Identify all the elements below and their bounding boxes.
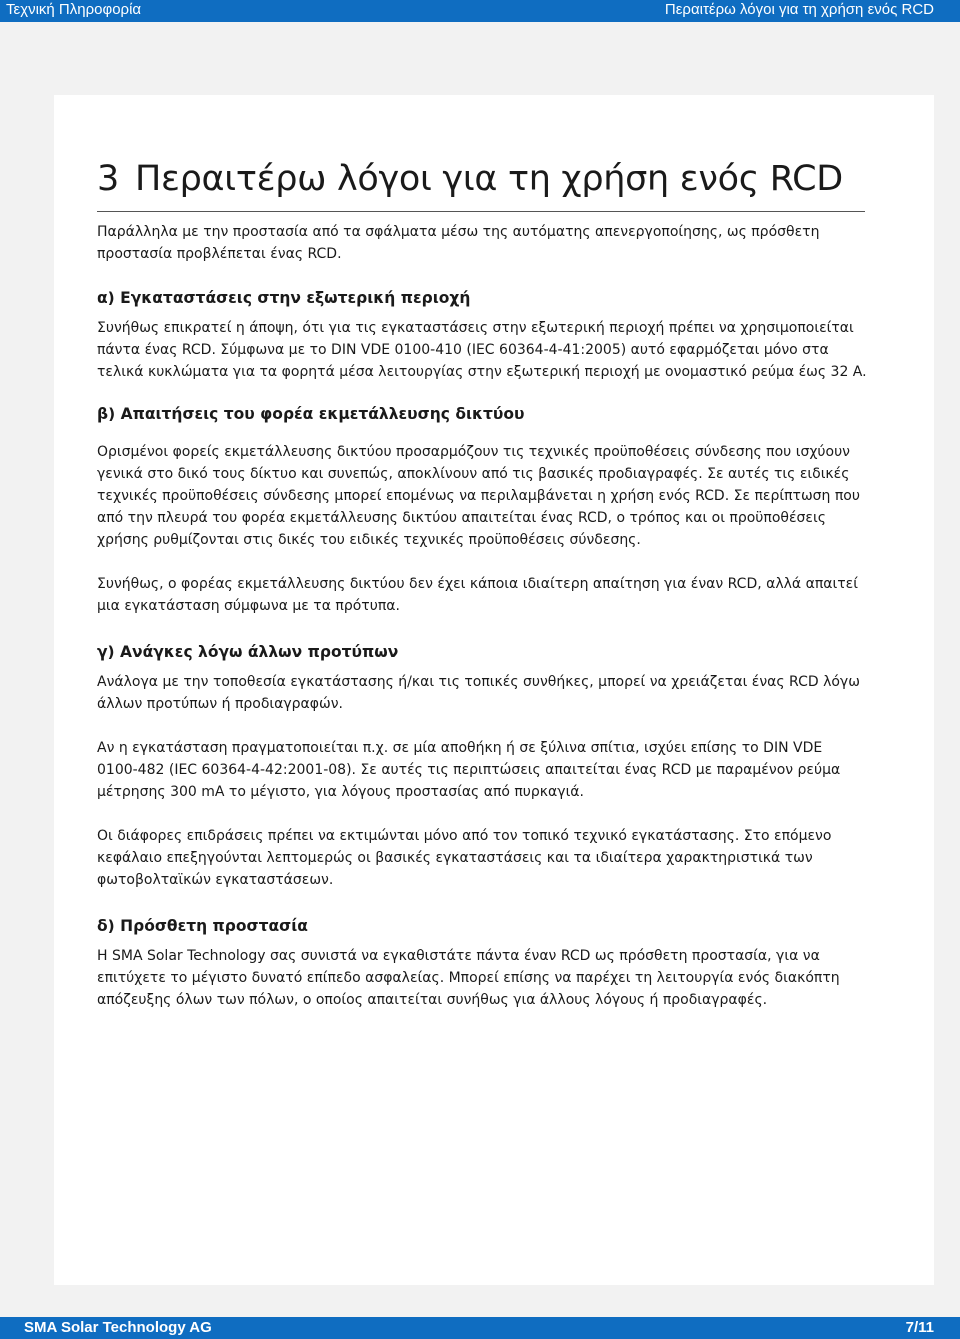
footer-company: SMA Solar Technology AG [24, 1319, 212, 1336]
header-document-type: Τεχνική Πληροφορία [6, 1, 142, 18]
section-heading-grid-operator: β) Απαιτήσεις του φορέα εκμετάλλευσης δικτύου [97, 405, 525, 423]
section-other-standards-paragraph-3: Οι διάφορες επιδράσεις πρέπει να εκτιμώνται μόνο από τον τοπικό τεχνικό εγκατάστασης. Στο επόμενο κεφάλαιο επεξηγούνται λεπτομερώς οι βασικές εγκαταστάσεις και τα ιδιαίτερα χαρακτηριστικά των φωτοβολταϊκών εγκαταστάσεων. [97, 828, 832, 888]
footer-bar [0, 1317, 960, 1339]
header-chapter-title: Περαιτέρω λόγοι για τη χρήση ενός RCD [664, 1, 934, 18]
intro-paragraph: Παράλληλα με την προστασία από τα σφάλματα μέσω της αυτόματης απενεργοποίησης, ως πρόσθετη προστασία προβλέπεται ένας RCD. [97, 224, 820, 262]
chapter-heading [97, 159, 919, 199]
heading-divider [97, 211, 865, 212]
section-heading-additional-protection: δ) Πρόσθετη προστασία [97, 917, 308, 935]
section-grid-operator-paragraph-1: Ορισμένοι φορείς εκμετάλλευσης δικτύου προσαρμόζουν τις τεχνικές προϋποθέσεις σύνδεσης που ισχύουν γενικά στο δικό τους δίκτυο και συνεπώς, αποκλίνουν από τις βασικές προδιαγραφές. Σε αυτές τις ειδικές τεχνικές προϋποθέσεις σύνδεσης μπορεί επομένως να περιλαμβάνεται η χρήση ενός RCD. Σε περίπτωση που από την πλευρά του φορέα εκμετάλλευσης δικτύου απαιτείται ένας RCD, ο τρόπος και οι προϋποθέσεις χρήσης ρυθμίζονται στις δικές του ειδικές τεχνικές προϋποθέσεις σύνδεσης. [97, 444, 860, 548]
section-additional-protection-paragraph: Η SMA Solar Technology σας συνιστά να εγκαθιστάτε πάντα έναν RCD ως πρόσθετη προστασία, για να επιτύχετε το μέγιστο δυνατό επίπεδο ασφαλείας. Μπορεί επίσης να παρέχει τη λειτουργία ενός διακόπτη απόζευξης όλων των πόλων, ο οποίος απαιτείται συνήθως για άλλους λόγους ή προδιαγραφές. [97, 948, 840, 1008]
chapter-title: Περαιτέρω λόγοι για τη χρήση ενός RCD [134, 159, 843, 199]
header-bar [0, 0, 960, 22]
page-number: 7/11 [905, 1319, 934, 1336]
section-other-standards-paragraph-2: Αν η εγκατάσταση πραγματοποιείται π.χ. σε μία αποθήκη ή σε ξύλινα σπίτια, ισχύει επίσης το DIN VDE 0100-482 (IEC 60364-4-42:2001-08). Σε αυτές τις περιπτώσεις απαιτείται ένας RCD με παραμένον ρεύμα μέτρησης 300 mA το μέγιστο, για λόγους προστασίας από πυρκαγιά. [97, 740, 841, 800]
chapter-body [97, 221, 867, 1033]
section-heading-other-standards: γ) Ανάγκες λόγω άλλων προτύπων [97, 643, 399, 661]
document-page [54, 95, 934, 1285]
chapter-number: 3 [97, 159, 119, 199]
section-outdoor-paragraph: Συνήθως επικρατεί η άποψη, ότι για τις εγκαταστάσεις στην εξωτερική περιοχή πρέπει να χρησιμοποιείται πάντα ένας RCD. Σύμφωνα με το DIN VDE 0100-410 (IEC 60364-4-41:2005) αυτό εφαρμόζεται μόνο στα τελικά κυκλώματα για τα φορητά μέσα λειτουργίας στην εξωτερική περιοχή με ονομαστικό ρεύμα έως 32 A. [97, 320, 867, 380]
section-heading-outdoor: α) Εγκαταστάσεις στην εξωτερική περιοχή [97, 289, 471, 307]
section-other-standards-paragraph-1: Ανάλογα με την τοποθεσία εγκατάστασης ή/και τις τοπικές συνθήκες, μπορεί να χρειάζεται ένας RCD λόγω άλλων προτύπων ή προδιαγραφών. [97, 674, 860, 712]
section-grid-operator-paragraph-2: Συνήθως, ο φορέας εκμετάλλευσης δικτύου δεν έχει κάποια ιδιαίτερη απαίτηση για έναν RCD, αλλά απαιτεί μια εγκατάσταση σύμφωνα με τα πρότυπα. [97, 576, 858, 614]
